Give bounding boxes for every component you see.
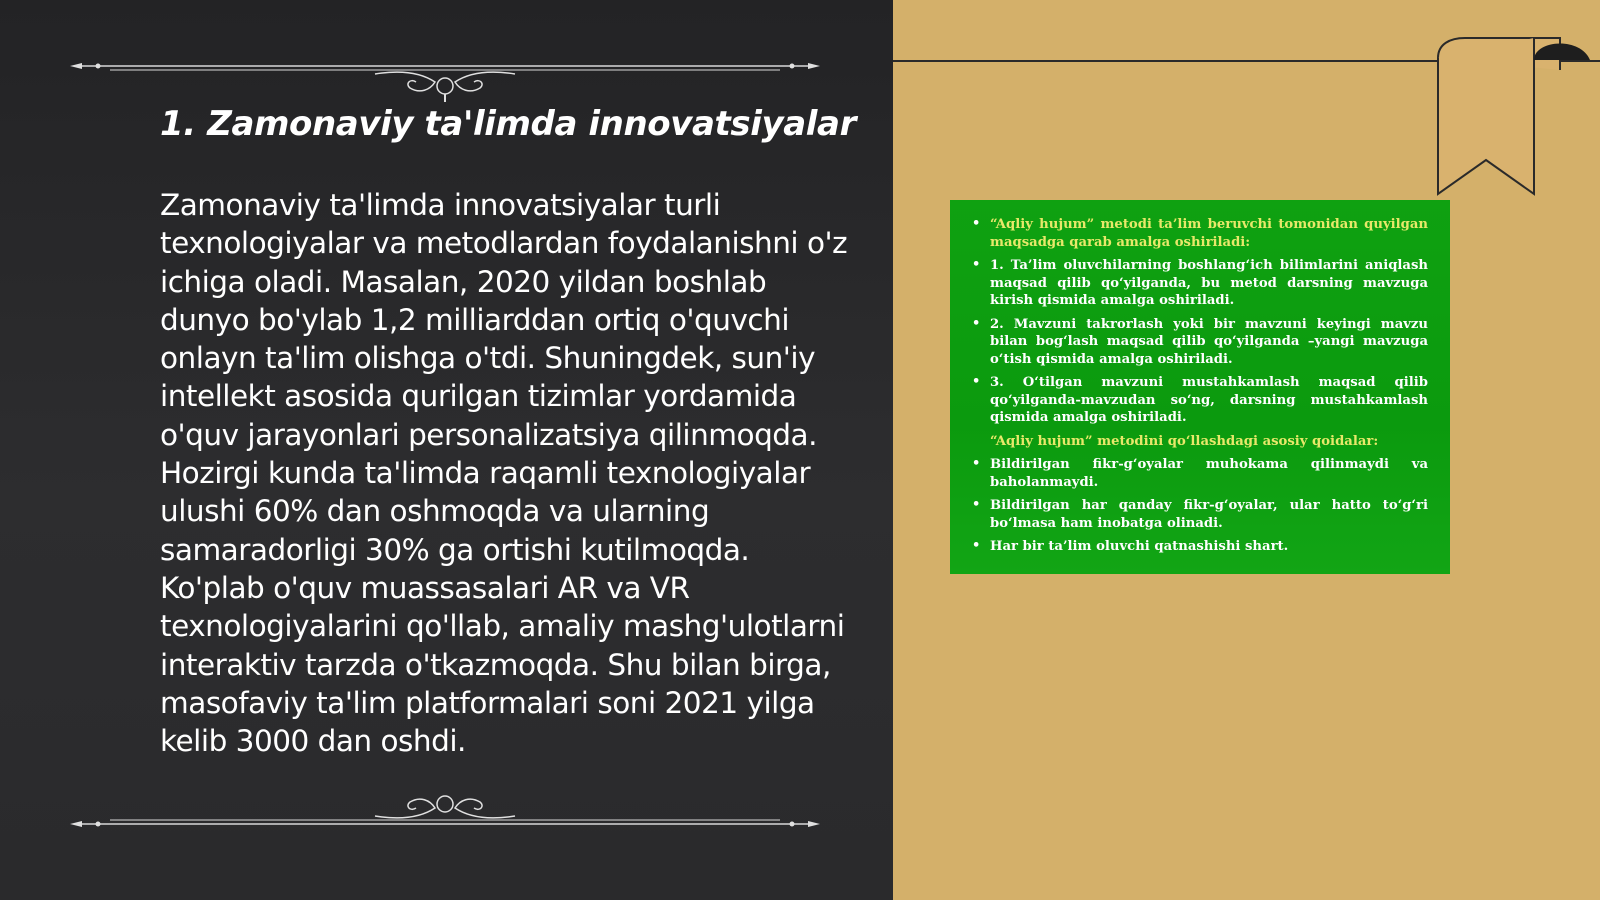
list-item: • Bildirilgan fikr-g‘oyalar muhokama qilinmaydi va baholanmaydi. bbox=[972, 456, 1428, 491]
green-text-image bbox=[950, 200, 1450, 574]
list-subheading: “Aqliy hujum” metodini qo‘llashdagi asosiy qoidalar: bbox=[990, 433, 1379, 449]
slide-title: 1. Zamonaviy ta'limda innovatsiyalar bbox=[160, 104, 856, 144]
list-item: • “Aqliy hujum” metodi ta’lim beruvchi tomonidan quyilgan maqsadga qarab amalga oshiriladi: bbox=[972, 216, 1428, 251]
list-item: • 1. Ta’lim oluvchilarning boshlang‘ich bilimlarini aniqlash maqsad qilib qo‘yilganda, bu metod darsning mavzuga kirish qismida amalga oshiriladi. bbox=[972, 257, 1428, 310]
bottom-ornament-divider bbox=[60, 776, 830, 836]
list-item: • Har bir ta’lim oluvchi qatnashishi shart. bbox=[972, 538, 1428, 556]
list-item: • 3. O‘tilgan mavzuni mustahkamlash maqsad qilib qo‘yilganda-mavzudan so‘ng, darsning mustahkamlash qismida amalga oshiriladi. bbox=[972, 374, 1428, 427]
list-item: • 2. Mavzuni takrorlash yoki bir mavzuni keyingi mavzu bilan bog‘lash maqsad qilib qo‘yilganda –yangi mavzuga o‘tish qismida amalga oshiriladi. bbox=[972, 316, 1428, 369]
top-ornament-divider bbox=[60, 42, 830, 102]
list-item: • Bildirilgan har qanday fikr-g‘oyalar, ular hatto to‘g‘ri bo‘lmasa ham inobatga olinadi. bbox=[972, 497, 1428, 532]
body-paragraph: Zamonaviy ta'limda innovatsiyalar turli texnologiyalar va metodlardan foydalanishni o'z ichiga oladi. Masalan, 2020 yildan boshlab dunyo bo'ylab 1,2 milliarddan ortiq o'quvchi onlayn ta'lim olishga o'tdi. Shuningdek, sun'iy intellekt asosida qurilgan tizimlar yordamida o'quv jarayonlari personalizatsiya qilinmoqda. Hozirgi kunda ta'limda raqamli texnologiyalar ulushi 60% dan oshmoqda va ularning samaradorligi 30% ga ortishi kutilmoqda. Ko'plab o'quv muassasalari AR va VR texnologiyalarini qo'llab, amaliy mashg'ulotlarni interaktiv tarzda o'tkazmoqda. Shu bilan birga, masofaviy ta'lim platformalari soni 2021 yilga kelib 3000 dan oshdi. bbox=[160, 188, 848, 759]
bookmark-decoration bbox=[1430, 30, 1600, 200]
